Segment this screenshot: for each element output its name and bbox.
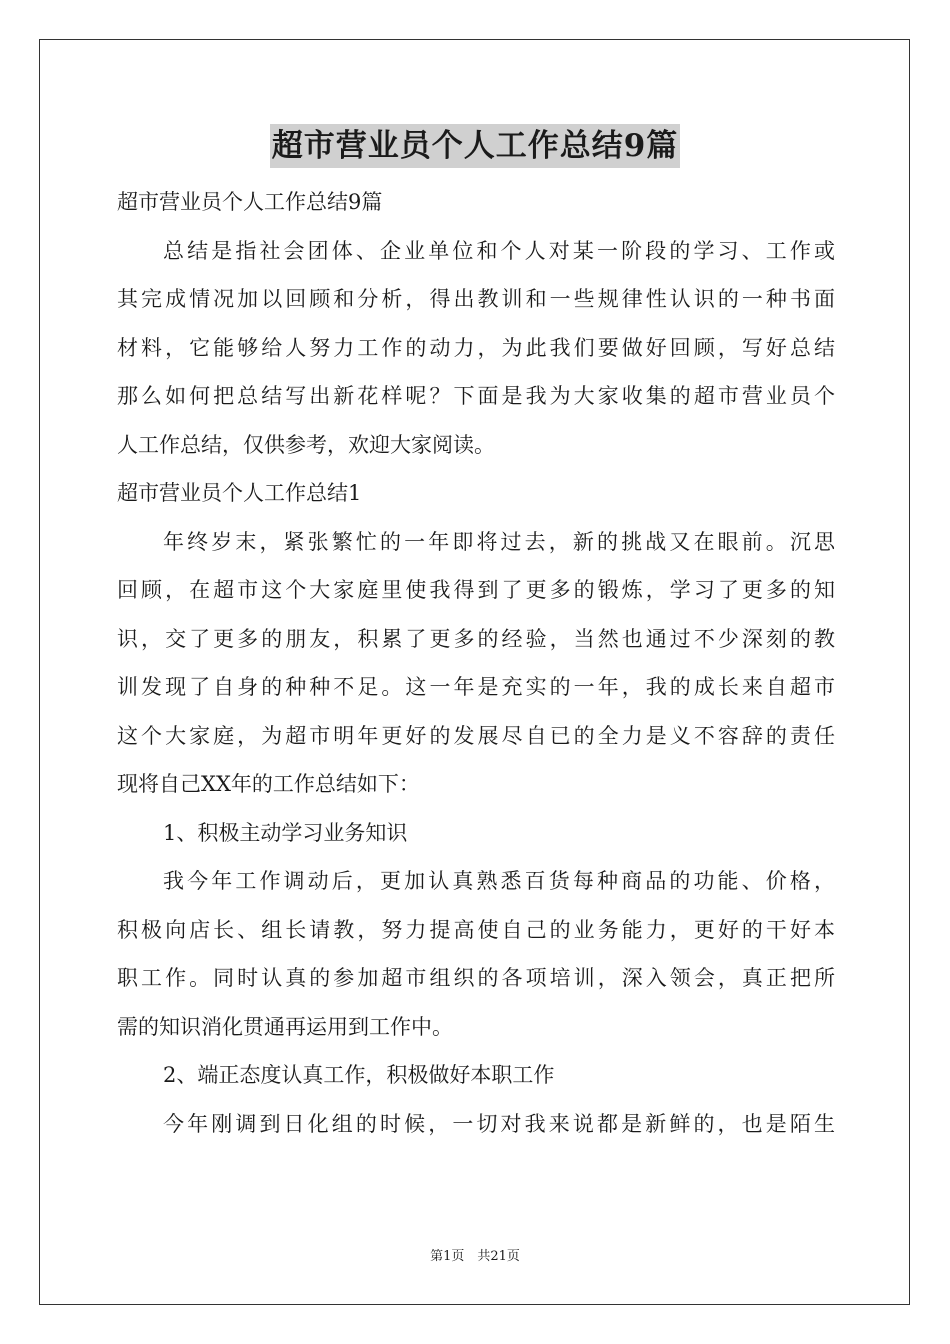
paragraph-line: 需的知识消化贯通再运用到工作中。 bbox=[117, 1014, 453, 1039]
paragraph-line: 识，交了更多的朋友，积累了更多的经验，当然也通过不少深刻的教 bbox=[117, 626, 835, 651]
title-container bbox=[0, 124, 950, 168]
paragraph-line: 现将自己XX年的工作总结如下： bbox=[117, 772, 420, 796]
paragraph-line: 积极向店长、组长请教，努力提高使自己的业务能力，更好的干好本 bbox=[117, 917, 835, 942]
paragraph-line: 回顾，在超市这个大家庭里使我得到了更多的锻炼，学习了更多的知 bbox=[117, 578, 835, 602]
page-footer: 第1页 共21页 bbox=[430, 1249, 520, 1264]
paragraph-line: 职工作。同时认真的参加超市组织的各项培训，深入领会，真正把所 bbox=[117, 966, 835, 990]
paragraph-line: 那么如何把总结写出新花样呢？下面是我为大家收集的超市营业员个 bbox=[117, 384, 835, 408]
paragraph-line: 这个大家庭，为超市明年更好的发展尽自已的全力是义不容辞的责任 bbox=[117, 723, 835, 748]
paragraph-line: 总结是指社会团体、企业单位和个人对某一阶段的学习、工作或 bbox=[163, 238, 835, 263]
paragraph-line: 材料，它能够给人努力工作的动力，为此我们要做好回顾，写好总结 bbox=[117, 335, 835, 360]
paragraph-line: 人工作总结，仅供参考，欢迎大家阅读。 bbox=[117, 432, 495, 457]
list-heading: 2、端正态度认真工作，积极做好本职工作 bbox=[163, 1063, 555, 1087]
paragraph-line: 今年刚调到日化组的时候，一切对我来说都是新鲜的，也是陌生 bbox=[163, 1111, 835, 1136]
section-heading: 超市营业员个人工作总结1 bbox=[117, 481, 362, 505]
document-title: 超市营业员个人工作总结9篇 bbox=[270, 124, 681, 168]
paragraph-line: 训发现了自身的种种不足。这一年是充实的一年，我的成长来自超市 bbox=[117, 675, 835, 699]
list-heading: 1、积极主动学习业务知识 bbox=[163, 820, 408, 845]
paragraph-line: 年终岁末，紧张繁忙的一年即将过去，新的挑战又在眼前。沉思 bbox=[163, 529, 835, 554]
paragraph-line: 我今年工作调动后，更加认真熟悉百货每种商品的功能、价格， bbox=[163, 869, 835, 893]
subtitle-line: 超市营业员个人工作总结9篇 bbox=[117, 190, 383, 214]
paragraph-line: 其完成情况加以回顾和分析，得出教训和一些规律性认识的一种书面 bbox=[117, 287, 835, 311]
document-body bbox=[117, 178, 835, 1148]
